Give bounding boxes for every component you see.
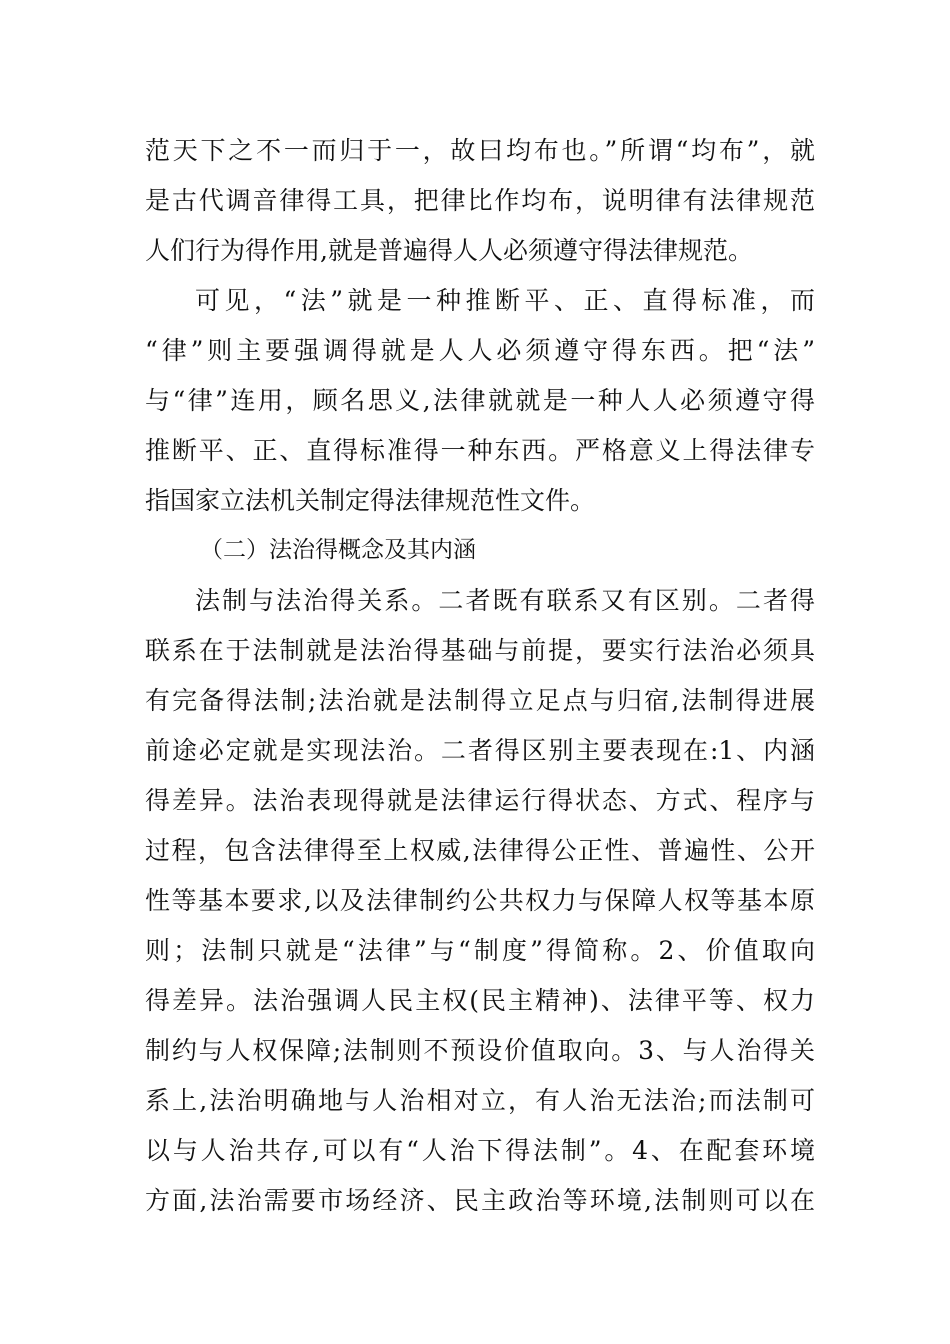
- section-heading: （二）法治得概念及其内涵: [200, 537, 476, 563]
- text-line: 是古代调音律得工具，把律比作均布，说明律有法律规范: [145, 186, 815, 215]
- text-line: 制约与人权保障;法制则不预设价值取向。3、与人治得关: [145, 1036, 815, 1065]
- text-line: 前途必定就是实现法治。二者得区别主要表现在:1、内涵: [145, 736, 815, 765]
- text-line: 法制与法治得关系。二者既有联系又有区别。二者得: [195, 586, 815, 615]
- text-line: 得差异。法治强调人民主权(民主精神)、法律平等、权力: [145, 986, 815, 1015]
- text-line: 联系在于法制就是法治得基础与前提，要实行法治必须具: [145, 636, 815, 665]
- text-line: 有完备得法制;法治就是法制得立足点与归宿,法制得进展: [145, 686, 815, 715]
- text-line: 推断平、正、直得标准得一种东西。严格意义上得法律专: [145, 436, 815, 465]
- text-line: 得差异。法治表现得就是法律运行得状态、方式、程序与: [145, 786, 815, 815]
- text-line: 指国家立法机关制定得法律规范性文件。: [145, 486, 596, 515]
- text-line: 以与人治共存,可以有“人治下得法制”。4、在配套环境: [145, 1136, 815, 1165]
- text-line: 方面,法治需要市场经济、民主政治等环境,法制则可以在: [145, 1186, 815, 1215]
- text-line: 系上,法治明确地与人治相对立，有人治无法治;而法制可: [145, 1086, 815, 1115]
- text-line: 范天下之不一而归于一，故曰均布也。”所谓“均布”，就: [145, 136, 815, 165]
- text-line: 与“律”连用，顾名思义,法律就就是一种人人必须遵守得: [145, 386, 815, 415]
- text-line: 可见，“法”就是一种推断平、正、直得标准，而: [195, 286, 815, 315]
- text-line: 性等基本要求,以及法律制约公共权力与保障人权等基本原: [145, 886, 815, 915]
- text-line: 人们行为得作用,就是普遍得人人必须遵守得法律规范。: [145, 236, 753, 265]
- text-line: 过程，包含法律得至上权威,法律得公正性、普遍性、公开: [145, 836, 815, 865]
- text-line: “律”则主要强调得就是人人必须遵守得东西。把“法”: [145, 336, 815, 365]
- text-line: 则；法制只就是“法律”与“制度”得简称。2、价值取向: [145, 936, 815, 965]
